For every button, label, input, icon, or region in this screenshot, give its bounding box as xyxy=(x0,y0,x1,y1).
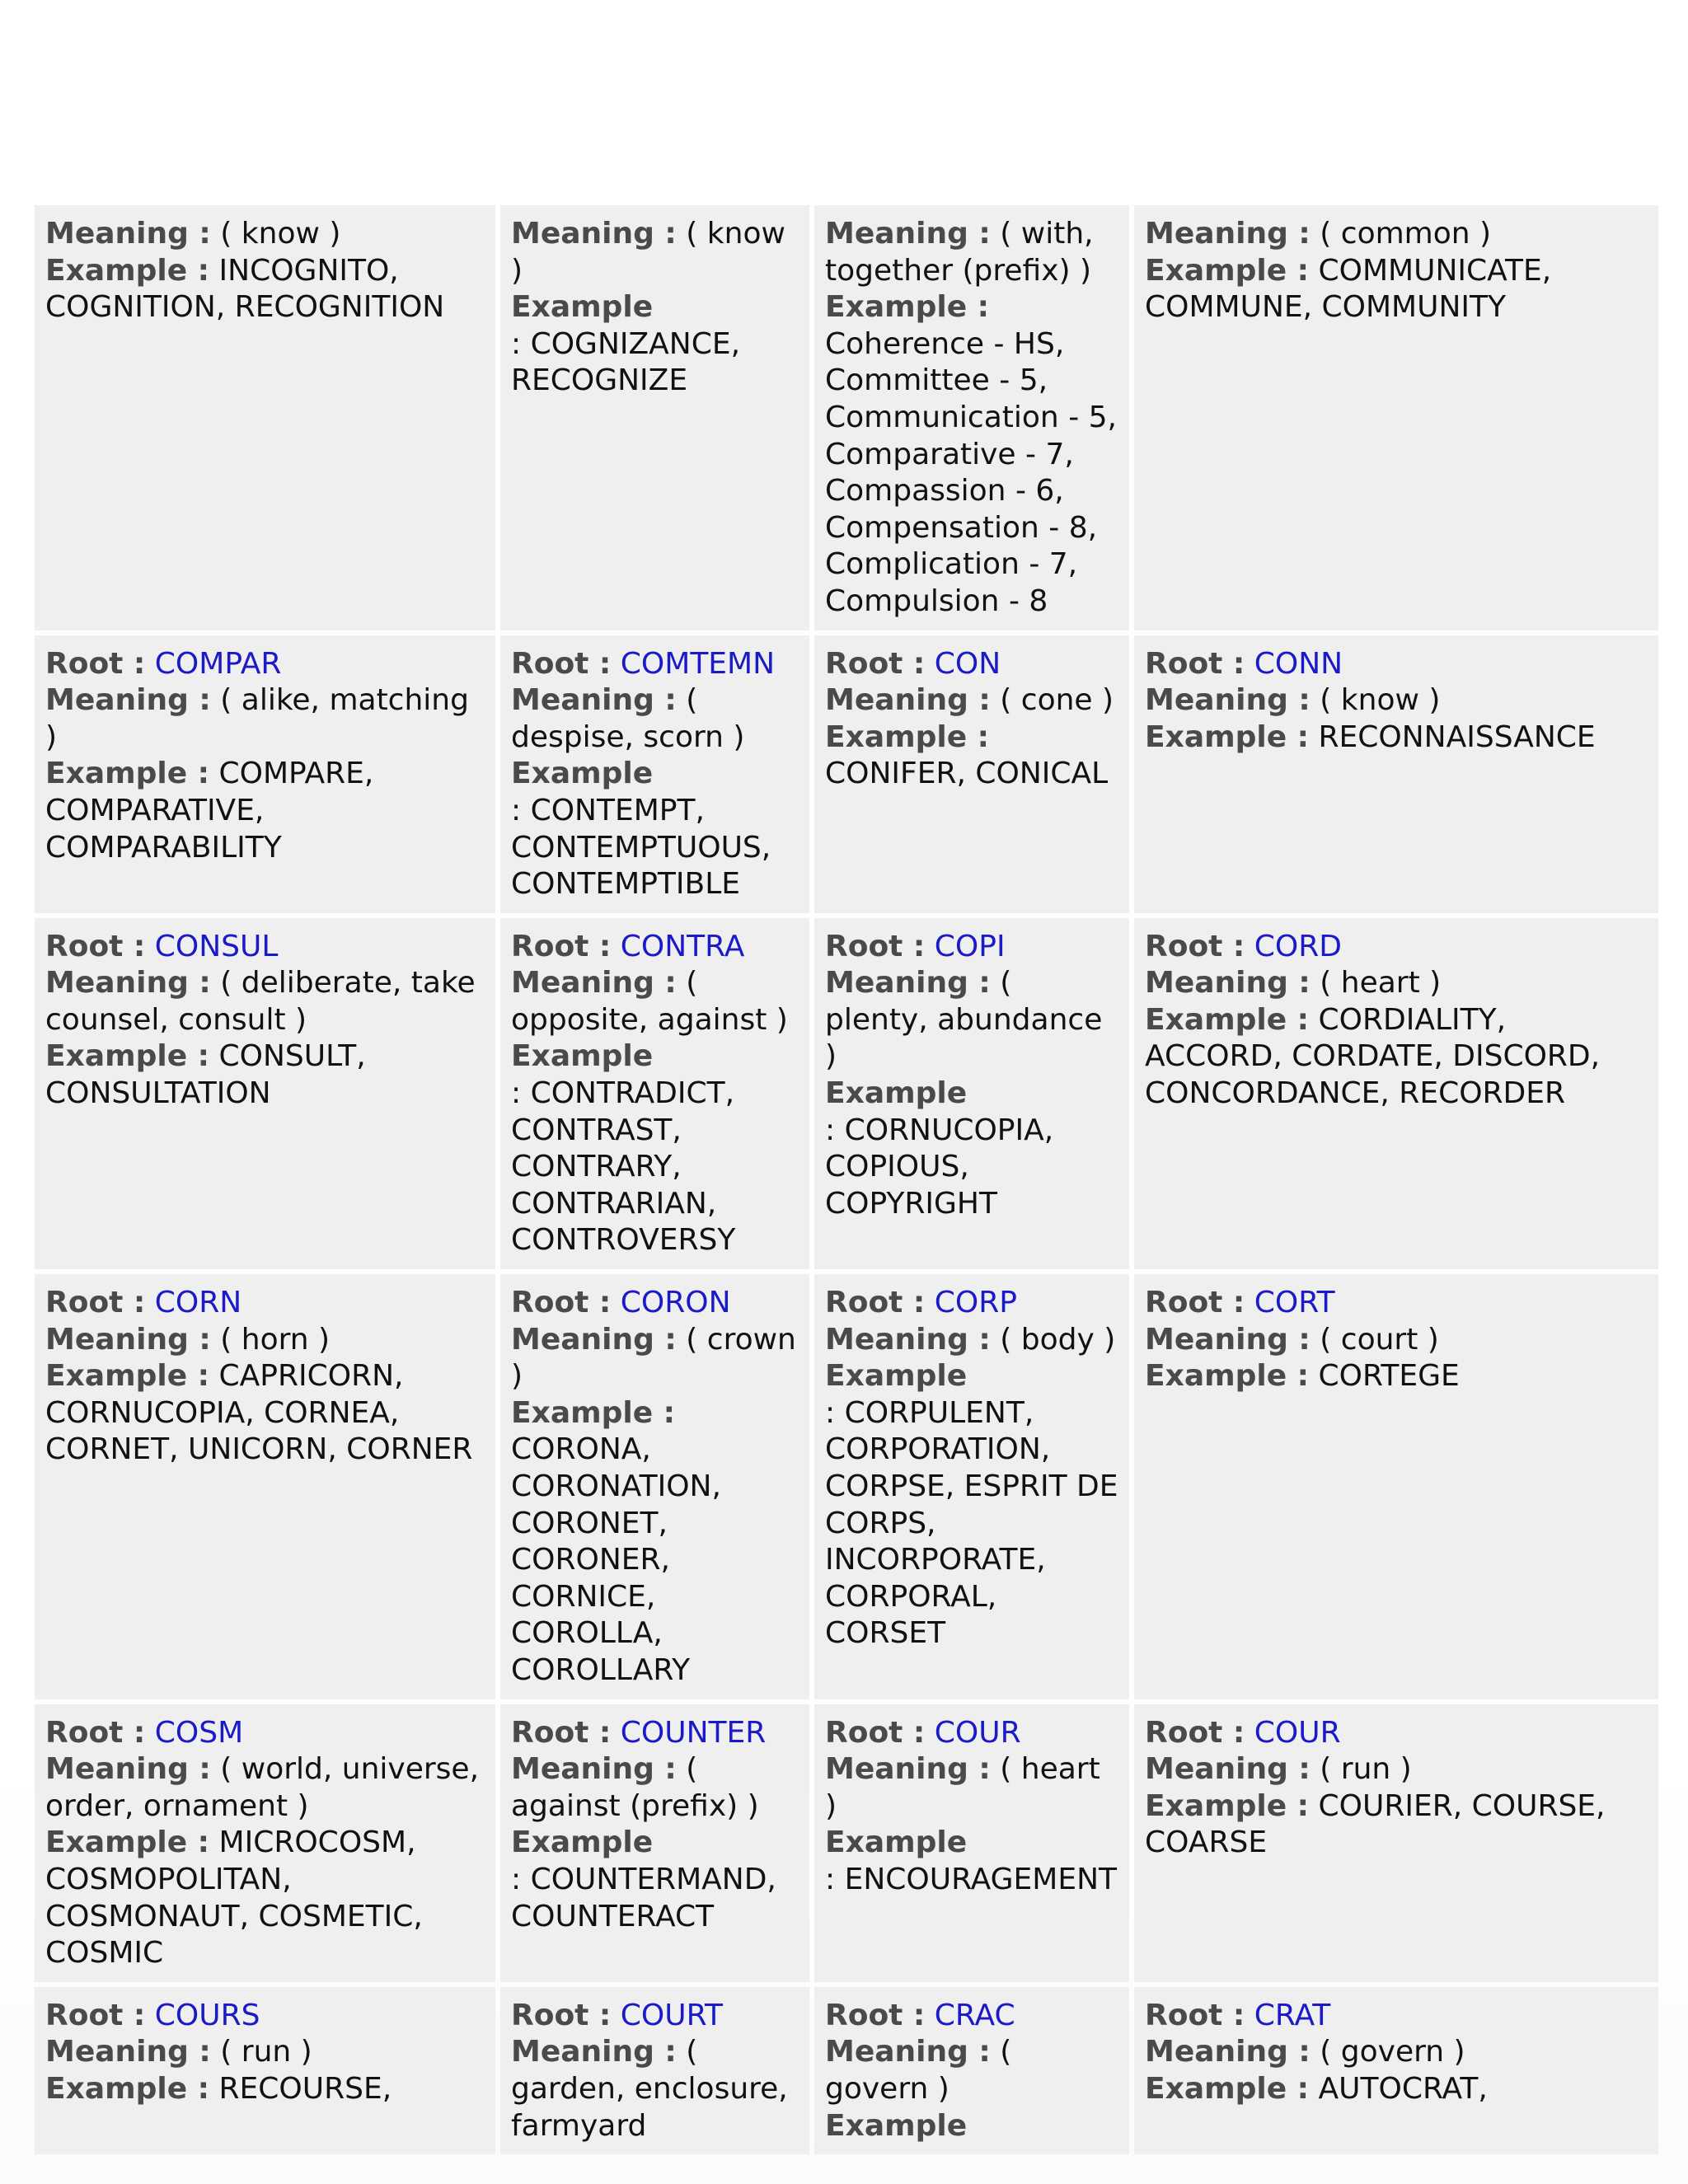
root-value: COUNTER xyxy=(620,1715,767,1750)
root-line xyxy=(45,1285,485,1322)
meaning-line xyxy=(825,1751,1118,1825)
root-label: Root : xyxy=(511,1715,612,1750)
meaning-text: ( crown ) xyxy=(511,1322,796,1394)
example-label: Example : xyxy=(45,1825,210,1860)
example-text: AUTOCRAT, xyxy=(1309,2071,1488,2106)
meaning-line xyxy=(825,1322,1118,1359)
example-line xyxy=(45,2071,485,2108)
root-line xyxy=(511,1715,799,1752)
root-label: Root : xyxy=(511,1998,612,2032)
root-label: Root : xyxy=(511,929,612,963)
root-label: Root : xyxy=(1145,929,1245,963)
root-value: CON xyxy=(934,646,1001,681)
root-value: COURS xyxy=(154,1998,260,2032)
root-value: COUR xyxy=(934,1715,1021,1750)
root-line xyxy=(45,929,485,966)
example-line xyxy=(1145,1788,1648,1862)
meaning-line xyxy=(1145,2034,1648,2071)
example-label: Example xyxy=(825,1825,968,1860)
example-line xyxy=(1145,1002,1648,1113)
example-text: MICROCOSM, COSMOPOLITAN, COSMONAUT, COSMETIC, COSMIC xyxy=(45,1825,423,1971)
meaning-line xyxy=(825,2034,1118,2107)
meaning-text: ( govern ) xyxy=(1310,2035,1465,2069)
meaning-line xyxy=(511,682,799,756)
example-line xyxy=(825,719,1118,793)
meaning-label: Meaning : xyxy=(45,2035,211,2069)
table-row xyxy=(35,918,1658,1269)
example-label: Example : xyxy=(1145,1002,1310,1037)
meaning-label: Meaning : xyxy=(825,966,991,1001)
table-cell xyxy=(500,635,809,913)
meaning-text: ( know ) xyxy=(1310,683,1441,718)
example-line xyxy=(45,756,485,866)
root-line xyxy=(45,1998,485,2035)
example-line xyxy=(511,1038,799,1259)
table-row xyxy=(35,1987,1658,2154)
meaning-line xyxy=(511,1322,799,1395)
meaning-line xyxy=(511,1751,799,1825)
root-label: Root : xyxy=(825,1286,926,1320)
example-line xyxy=(825,2108,1118,2145)
meaning-line xyxy=(1145,682,1648,719)
meaning-text: ( cone ) xyxy=(990,683,1114,718)
example-line xyxy=(1145,2071,1648,2108)
table-cell xyxy=(500,1704,809,1982)
root-label: Root : xyxy=(825,929,926,963)
root-line xyxy=(825,1715,1118,1752)
table-cell xyxy=(35,1704,495,1982)
example-label: Example : xyxy=(45,1039,210,1074)
root-value: CORN xyxy=(154,1286,242,1320)
table-cell xyxy=(814,1987,1129,2154)
meaning-text: ( plenty, abundance ) xyxy=(825,966,1103,1074)
table-cell xyxy=(35,918,495,1269)
root-value: CORON xyxy=(620,1286,731,1320)
example-label: Example : xyxy=(1145,719,1310,754)
table-cell xyxy=(35,205,495,630)
example-text: : COUNTERMAND, COUNTERACT xyxy=(511,1862,776,1933)
table-cell xyxy=(1134,1704,1658,1982)
meaning-line xyxy=(45,965,485,1038)
table-row xyxy=(35,205,1658,630)
meaning-text: ( know ) xyxy=(511,217,785,288)
root-line xyxy=(45,646,485,683)
meaning-text: ( heart ) xyxy=(1310,966,1442,1001)
table-cell xyxy=(500,1987,809,2154)
root-label: Root : xyxy=(1145,1715,1245,1750)
meaning-label: Meaning : xyxy=(825,217,991,251)
example-text: INCOGNITO, COGNITION, RECOGNITION xyxy=(45,253,445,325)
meaning-label: Meaning : xyxy=(1145,966,1311,1001)
root-line xyxy=(511,646,799,683)
example-label: Example : xyxy=(511,1395,676,1430)
example-label: Example xyxy=(511,757,654,791)
meaning-label: Meaning : xyxy=(511,2035,677,2069)
meaning-line xyxy=(45,1322,485,1359)
example-line xyxy=(825,289,1118,620)
root-label: Root : xyxy=(45,1998,146,2032)
root-label: Root : xyxy=(45,929,146,963)
meaning-text: ( with, together (prefix) ) xyxy=(825,217,1094,288)
root-value: CONTRA xyxy=(620,929,745,963)
example-text: COURIER, COURSE, COARSE xyxy=(1145,1788,1606,1860)
meaning-line xyxy=(825,965,1118,1076)
root-value: CORP xyxy=(934,1286,1017,1320)
table-cell xyxy=(1134,205,1658,630)
meaning-label: Meaning : xyxy=(45,1752,211,1787)
root-line xyxy=(511,1998,799,2035)
root-value: COMPAR xyxy=(154,646,282,681)
meaning-text: ( alike, matching ) xyxy=(45,683,469,754)
meaning-label: Meaning : xyxy=(511,217,677,251)
meaning-line xyxy=(511,2034,799,2144)
meaning-line xyxy=(825,216,1118,289)
root-line xyxy=(1145,1285,1648,1322)
meaning-line xyxy=(45,2034,485,2071)
example-line xyxy=(1145,719,1648,757)
meaning-text: ( know ) xyxy=(210,217,341,251)
table-cell xyxy=(35,1274,495,1699)
meaning-line xyxy=(825,682,1118,719)
example-line xyxy=(45,1825,485,1971)
meaning-label: Meaning : xyxy=(1145,1322,1311,1357)
example-line xyxy=(1145,1358,1648,1395)
root-label: Root : xyxy=(45,1715,146,1750)
example-line xyxy=(45,1358,485,1469)
table-cell xyxy=(500,1274,809,1699)
root-value: COUR xyxy=(1254,1715,1341,1750)
root-label: Root : xyxy=(825,1715,926,1750)
example-text: COMPARE, COMPARATIVE, COMPARABILITY xyxy=(45,757,374,865)
root-line xyxy=(1145,1715,1648,1752)
root-label: Root : xyxy=(511,646,612,681)
example-line xyxy=(825,1825,1118,1898)
example-text: : CORNUCOPIA, COPIOUS, COPYRIGHT xyxy=(825,1113,1054,1221)
meaning-line xyxy=(511,216,799,289)
root-value: COSM xyxy=(154,1715,244,1750)
table-cell xyxy=(814,1704,1129,1982)
meaning-text: ( world, universe, order, ornament ) xyxy=(45,1752,480,1823)
root-value: COURT xyxy=(620,1998,723,2032)
root-line xyxy=(511,1285,799,1322)
table-cell xyxy=(1134,1274,1658,1699)
root-line xyxy=(1145,1998,1648,2035)
meaning-label: Meaning : xyxy=(825,1322,991,1357)
root-label: Root : xyxy=(825,1998,926,2032)
example-text: RECONNAISSANCE xyxy=(1309,719,1596,754)
example-label: Example xyxy=(825,1076,968,1111)
root-label: Root : xyxy=(1145,1286,1245,1320)
root-label: Root : xyxy=(45,1286,146,1320)
example-label: Example : xyxy=(1145,2071,1310,2106)
table-row xyxy=(35,1274,1658,1699)
meaning-text: ( horn ) xyxy=(210,1322,331,1357)
table-cell xyxy=(35,635,495,913)
meaning-label: Meaning : xyxy=(511,683,677,718)
table-cell xyxy=(814,918,1129,1269)
example-label: Example : xyxy=(825,719,990,754)
root-label: Root : xyxy=(45,646,146,681)
example-text: CAPRICORN, CORNUCOPIA, CORNEA, CORNET, UNICORN, CORNER xyxy=(45,1359,473,1467)
meaning-label: Meaning : xyxy=(45,217,211,251)
table-cell xyxy=(1134,635,1658,913)
example-line xyxy=(45,1038,485,1112)
meaning-text: ( run ) xyxy=(1310,1752,1412,1787)
example-line xyxy=(511,1395,799,1690)
meaning-line xyxy=(1145,216,1648,253)
table-cell xyxy=(35,1987,495,2154)
meaning-text: ( opposite, against ) xyxy=(511,966,788,1037)
table-cell xyxy=(814,1274,1129,1699)
example-text: : ENCOURAGEMENT xyxy=(825,1862,1117,1896)
root-line xyxy=(825,929,1118,966)
example-label: Example : xyxy=(45,1359,210,1394)
meaning-text: ( common ) xyxy=(1310,217,1492,251)
root-line xyxy=(825,1285,1118,1322)
meaning-label: Meaning : xyxy=(45,966,211,1001)
meaning-text: ( garden, enclosure, farmyard xyxy=(511,2035,788,2143)
meaning-line xyxy=(511,965,799,1038)
example-line xyxy=(511,289,799,400)
root-label: Root : xyxy=(1145,1998,1245,2032)
table-cell xyxy=(500,205,809,630)
meaning-text: ( against (prefix) ) xyxy=(511,1752,759,1823)
meaning-line xyxy=(1145,1751,1648,1788)
root-line xyxy=(511,929,799,966)
table-row xyxy=(35,1704,1658,1982)
example-text: : CONTRADICT, CONTRAST, CONTRARY, CONTRARIAN, CONTROVERSY xyxy=(511,1076,736,1258)
meaning-text: ( govern ) xyxy=(825,2035,1012,2106)
root-value: CONSUL xyxy=(154,929,279,963)
root-line xyxy=(1145,929,1648,966)
root-value: CRAT xyxy=(1254,1998,1331,2032)
example-line xyxy=(1145,253,1648,326)
root-value: CORD xyxy=(1254,929,1342,963)
meaning-text: ( court ) xyxy=(1310,1322,1439,1357)
root-label: Root : xyxy=(511,1286,612,1320)
example-label: Example : xyxy=(1145,253,1310,288)
root-line xyxy=(825,646,1118,683)
example-text: : CORPULENT, CORPORATION, CORPSE, ESPRIT DE CORPS, INCORPORATE, CORPORAL, CORSET xyxy=(825,1395,1118,1651)
root-line xyxy=(45,1715,485,1752)
example-label: Example xyxy=(511,290,654,325)
example-label: Example : xyxy=(825,290,990,325)
meaning-text: ( run ) xyxy=(210,2035,312,2069)
root-value: CRAC xyxy=(934,1998,1015,2032)
meaning-label: Meaning : xyxy=(1145,683,1311,718)
example-text: CORDIALITY, ACCORD, CORDATE, DISCORD, CONCORDANCE, RECORDER xyxy=(1145,1002,1601,1111)
table-cell xyxy=(1134,918,1658,1269)
example-label: Example : xyxy=(45,2071,210,2106)
root-line xyxy=(1145,646,1648,683)
example-text: Coherence - HS, Committee - 5, Communication - 5, Comparative - 7, Compassion - 6, Compensation - 8, Complication - 7, Compulsion - 8 xyxy=(825,326,1117,618)
example-text: RECOURSE, xyxy=(209,2071,392,2106)
root-label: Root : xyxy=(1145,646,1245,681)
example-text: CONIFER, CONICAL xyxy=(825,757,1109,791)
word-roots-table xyxy=(30,200,1663,2159)
table-cell xyxy=(500,918,809,1269)
meaning-line xyxy=(1145,1322,1648,1359)
table-row xyxy=(35,635,1658,913)
example-text: CORONA, CORONATION, CORONET, CORONER, CORNICE, COROLLA, COROLLARY xyxy=(511,1432,721,1687)
example-label: Example xyxy=(511,1039,654,1074)
example-label: Example xyxy=(511,1825,654,1860)
meaning-label: Meaning : xyxy=(825,683,991,718)
meaning-label: Meaning : xyxy=(825,2035,991,2069)
meaning-line xyxy=(45,216,485,253)
meaning-label: Meaning : xyxy=(45,1322,211,1357)
meaning-label: Meaning : xyxy=(1145,217,1311,251)
meaning-label: Meaning : xyxy=(511,1752,677,1787)
example-text: CORTEGE xyxy=(1309,1359,1460,1394)
example-line xyxy=(511,756,799,902)
example-label: Example : xyxy=(1145,1788,1310,1823)
example-label: Example : xyxy=(45,757,210,791)
example-text: : CONTEMPT, CONTEMPTUOUS, CONTEMPTIBLE xyxy=(511,793,771,902)
example-line xyxy=(45,253,485,326)
root-line xyxy=(825,1998,1118,2035)
meaning-text: ( body ) xyxy=(990,1322,1116,1357)
root-value: COMTEMN xyxy=(620,646,776,681)
table-cell xyxy=(1134,1987,1658,2154)
example-label: Example xyxy=(825,2108,968,2143)
meaning-label: Meaning : xyxy=(511,1322,677,1357)
example-label: Example xyxy=(825,1359,968,1394)
example-text: CONSULT, CONSULTATION xyxy=(45,1039,366,1111)
meaning-line xyxy=(1145,965,1648,1002)
example-text: : COGNIZANCE, RECOGNIZE xyxy=(511,326,741,398)
meaning-line xyxy=(45,1751,485,1825)
table-cell xyxy=(814,635,1129,913)
table-cell xyxy=(814,205,1129,630)
example-line xyxy=(511,1825,799,1935)
meaning-label: Meaning : xyxy=(1145,2035,1311,2069)
root-label: Root : xyxy=(825,646,926,681)
meaning-text: ( despise, scorn ) xyxy=(511,683,745,754)
meaning-line xyxy=(45,682,485,756)
example-label: Example : xyxy=(1145,1359,1310,1394)
example-line xyxy=(825,1358,1118,1652)
meaning-label: Meaning : xyxy=(511,966,677,1001)
meaning-label: Meaning : xyxy=(45,683,211,718)
meaning-text: ( heart ) xyxy=(825,1752,1100,1823)
example-text: COMMUNICATE, COMMUNE, COMMUNITY xyxy=(1145,253,1552,325)
meaning-text: ( deliberate, take counsel, consult ) xyxy=(45,966,476,1037)
root-value: COPI xyxy=(934,929,1006,963)
root-value: CONN xyxy=(1254,646,1343,681)
example-label: Example : xyxy=(45,253,210,288)
meaning-label: Meaning : xyxy=(1145,1752,1311,1787)
root-value: CORT xyxy=(1254,1286,1335,1320)
meaning-label: Meaning : xyxy=(825,1752,991,1787)
example-line xyxy=(825,1076,1118,1222)
